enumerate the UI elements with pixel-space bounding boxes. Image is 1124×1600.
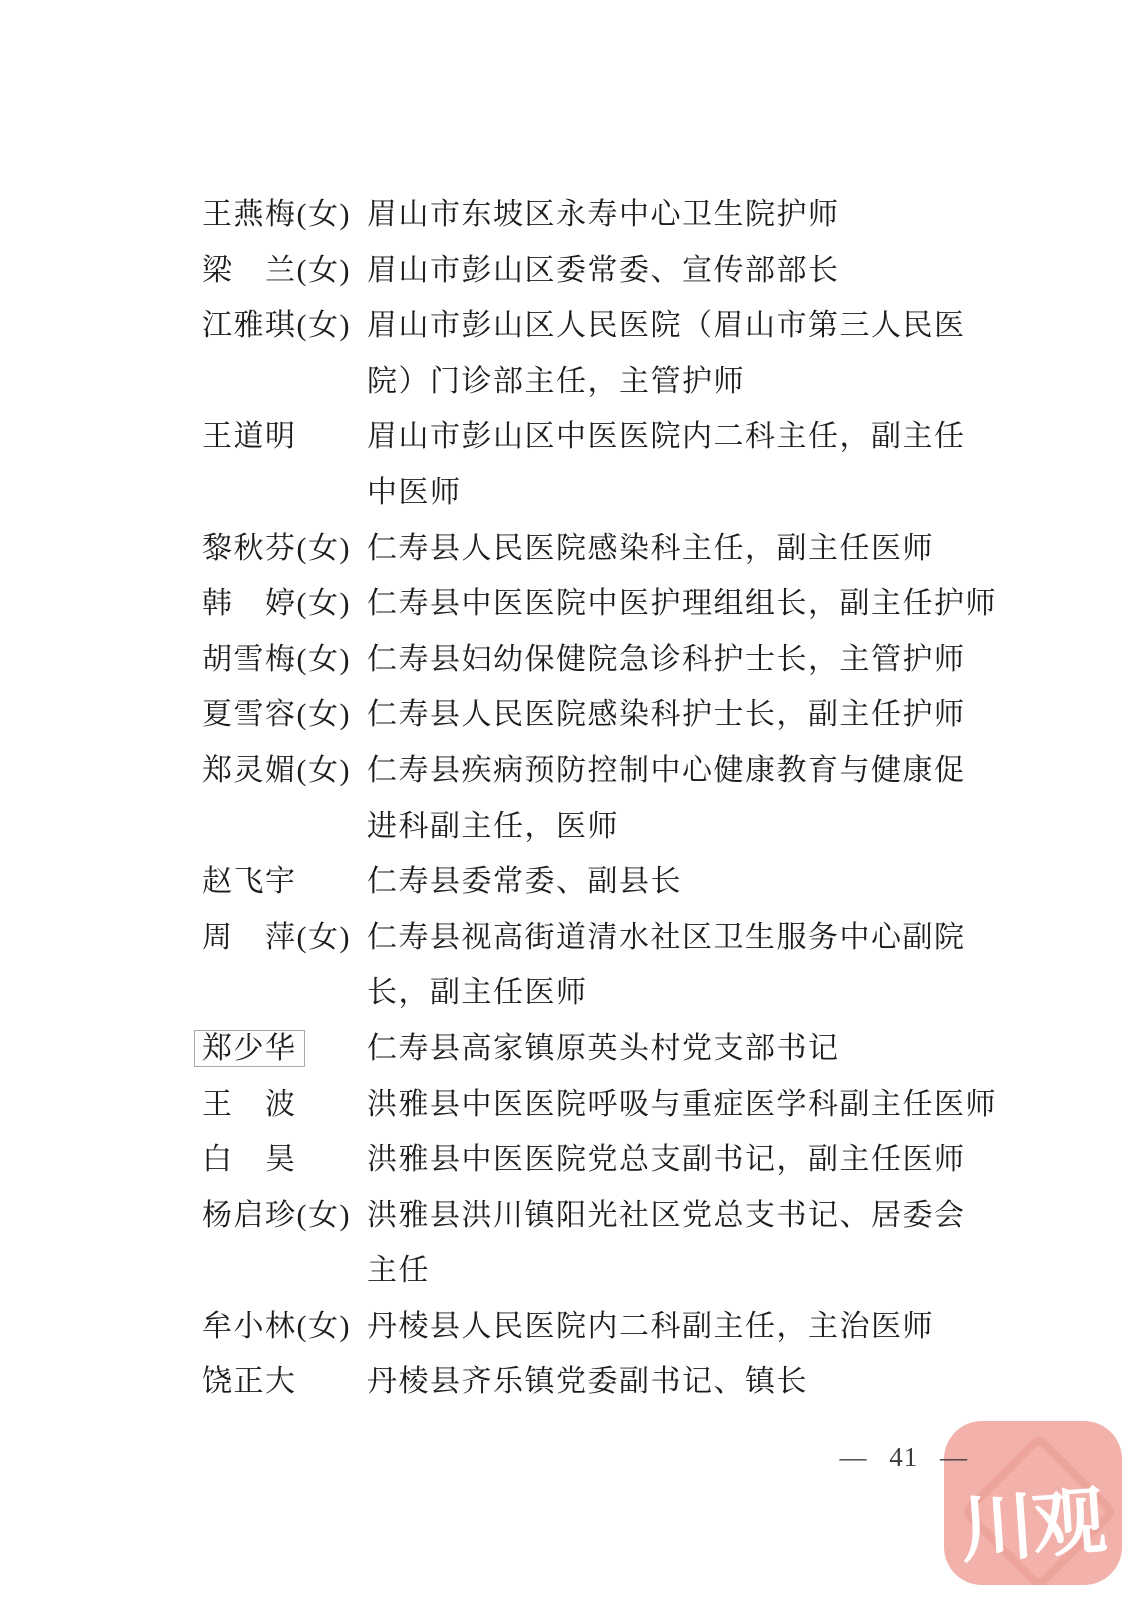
chuanguan-logo bbox=[944, 1421, 1122, 1585]
position-line: 主任 bbox=[367, 1254, 430, 1288]
person-name: 白 昊 bbox=[202, 1143, 297, 1177]
list-item bbox=[202, 1077, 997, 1133]
list-item bbox=[202, 187, 997, 243]
person-name: 江雅琪 bbox=[202, 309, 297, 343]
list-item bbox=[202, 1021, 997, 1077]
position-line: 眉山市彭山区人民医院（眉山市第三人民医 bbox=[367, 309, 966, 343]
list-item bbox=[202, 243, 997, 299]
position-line: 进科副主任，医师 bbox=[367, 809, 619, 843]
position-line: 眉山市东坡区永寿中心卫生院护师 bbox=[367, 198, 840, 231]
list-item bbox=[202, 632, 997, 688]
position-line: 仁寿县人民医院感染科护士长，副主任护师 bbox=[367, 698, 966, 732]
gender-marker: (女) bbox=[296, 587, 351, 621]
person-name: 王燕梅 bbox=[202, 198, 297, 231]
list-item bbox=[202, 687, 997, 743]
gender-marker: (女) bbox=[296, 698, 351, 732]
person-name: 梁 兰 bbox=[202, 253, 297, 287]
list-item bbox=[202, 576, 997, 632]
person-name-cell bbox=[202, 1354, 367, 1410]
person-title-cell bbox=[367, 1188, 966, 1299]
position-line: 洪雅县洪川镇阳光社区党总支书记、居委会 bbox=[367, 1198, 966, 1232]
list-item bbox=[202, 521, 997, 577]
person-name: 胡雪梅 bbox=[202, 642, 297, 676]
position-line: 丹棱县齐乐镇党委副书记、镇长 bbox=[367, 1365, 808, 1399]
person-title-cell bbox=[367, 1077, 997, 1133]
person-name: 周 萍 bbox=[202, 920, 297, 954]
person-title-cell bbox=[367, 1132, 966, 1188]
person-name-cell bbox=[202, 854, 367, 910]
list-item bbox=[202, 1354, 997, 1410]
person-title-cell bbox=[367, 243, 840, 299]
logo-text: 川观 bbox=[957, 1481, 1108, 1573]
person-title-cell bbox=[367, 298, 966, 409]
person-name-cell bbox=[202, 1188, 367, 1244]
page-number: — 41 — bbox=[839, 1442, 968, 1472]
person-title-cell bbox=[367, 632, 966, 688]
person-title-cell bbox=[367, 576, 997, 632]
person-name: 郑灵媚 bbox=[202, 753, 297, 787]
gender-marker: (女) bbox=[296, 253, 351, 287]
person-name: 饶正大 bbox=[202, 1365, 297, 1399]
list-item bbox=[202, 743, 997, 854]
person-name: 郑少华 bbox=[194, 1030, 305, 1067]
position-line: 仁寿县中医医院中医护理组组长，副主任护师 bbox=[367, 587, 997, 621]
person-name-cell bbox=[202, 298, 367, 354]
position-line: 仁寿县妇幼保健院急诊科护士长，主管护师 bbox=[367, 642, 966, 676]
person-name: 杨启珍 bbox=[202, 1198, 297, 1232]
list-item bbox=[202, 409, 997, 520]
position-line: 仁寿县疾病预防控制中心健康教育与健康促 bbox=[367, 753, 966, 787]
person-title-cell bbox=[367, 521, 934, 577]
gender-marker: (女) bbox=[296, 642, 351, 676]
position-line: 眉山市彭山区中医医院内二科主任，副主任 bbox=[367, 420, 966, 454]
position-line: 中医师 bbox=[367, 475, 462, 509]
list-item bbox=[202, 298, 997, 409]
person-title-cell bbox=[367, 1299, 934, 1355]
position-line: 长，副主任医师 bbox=[367, 976, 588, 1010]
person-name: 王道明 bbox=[202, 420, 297, 454]
person-name-cell bbox=[202, 1132, 367, 1188]
person-title-cell bbox=[367, 910, 966, 1021]
position-line: 丹棱县人民医院内二科副主任，主治医师 bbox=[367, 1309, 934, 1343]
person-title-cell bbox=[367, 854, 682, 910]
gender-marker: (女) bbox=[296, 531, 351, 565]
award-recipient-list bbox=[202, 187, 997, 1410]
position-line: 洪雅县中医医院呼吸与重症医学科副主任医师 bbox=[367, 1087, 997, 1121]
position-line: 仁寿县人民医院感染科主任，副主任医师 bbox=[367, 531, 934, 565]
person-name-cell bbox=[202, 1021, 367, 1077]
person-name-cell bbox=[202, 743, 367, 799]
person-name-cell bbox=[202, 576, 367, 632]
person-name: 赵飞宇 bbox=[202, 865, 297, 899]
list-item bbox=[202, 1188, 997, 1299]
person-title-cell bbox=[367, 409, 966, 520]
person-title-cell bbox=[367, 687, 966, 743]
list-item bbox=[202, 1299, 997, 1355]
list-item bbox=[202, 854, 997, 910]
person-title-cell bbox=[367, 743, 966, 854]
person-name: 夏雪容 bbox=[202, 698, 297, 732]
person-name-cell bbox=[202, 521, 367, 577]
gender-marker: (女) bbox=[296, 1198, 351, 1232]
person-name-cell bbox=[202, 632, 367, 688]
person-name: 韩 婷 bbox=[202, 587, 297, 621]
person-name-cell bbox=[202, 243, 367, 299]
person-name: 牟小林 bbox=[202, 1309, 297, 1343]
person-name-cell bbox=[202, 187, 367, 243]
position-line: 仁寿县委常委、副县长 bbox=[367, 865, 682, 899]
person-name-cell bbox=[202, 1077, 367, 1133]
person-name-cell bbox=[202, 910, 367, 966]
gender-marker: (女) bbox=[296, 1309, 351, 1343]
list-item bbox=[202, 910, 997, 1021]
gender-marker: (女) bbox=[296, 198, 351, 231]
position-line: 眉山市彭山区委常委、宣传部部长 bbox=[367, 253, 840, 287]
gender-marker: (女) bbox=[296, 309, 351, 343]
person-name-cell bbox=[202, 409, 367, 465]
person-name-cell bbox=[202, 1299, 367, 1355]
position-line: 仁寿县高家镇原英头村党支部书记 bbox=[367, 1031, 840, 1065]
list-item bbox=[202, 1132, 997, 1188]
position-line: 洪雅县中医医院党总支副书记，副主任医师 bbox=[367, 1143, 966, 1177]
person-name: 王 波 bbox=[202, 1087, 297, 1121]
person-title-cell bbox=[367, 1021, 840, 1077]
person-title-cell bbox=[367, 1354, 808, 1410]
person-name-cell bbox=[202, 687, 367, 743]
position-line: 仁寿县视高街道清水社区卫生服务中心副院 bbox=[367, 920, 966, 954]
gender-marker: (女) bbox=[296, 920, 351, 954]
gender-marker: (女) bbox=[296, 753, 351, 787]
person-title-cell bbox=[367, 187, 840, 243]
person-name: 黎秋芬 bbox=[202, 531, 297, 565]
position-line: 院）门诊部主任，主管护师 bbox=[367, 364, 745, 398]
